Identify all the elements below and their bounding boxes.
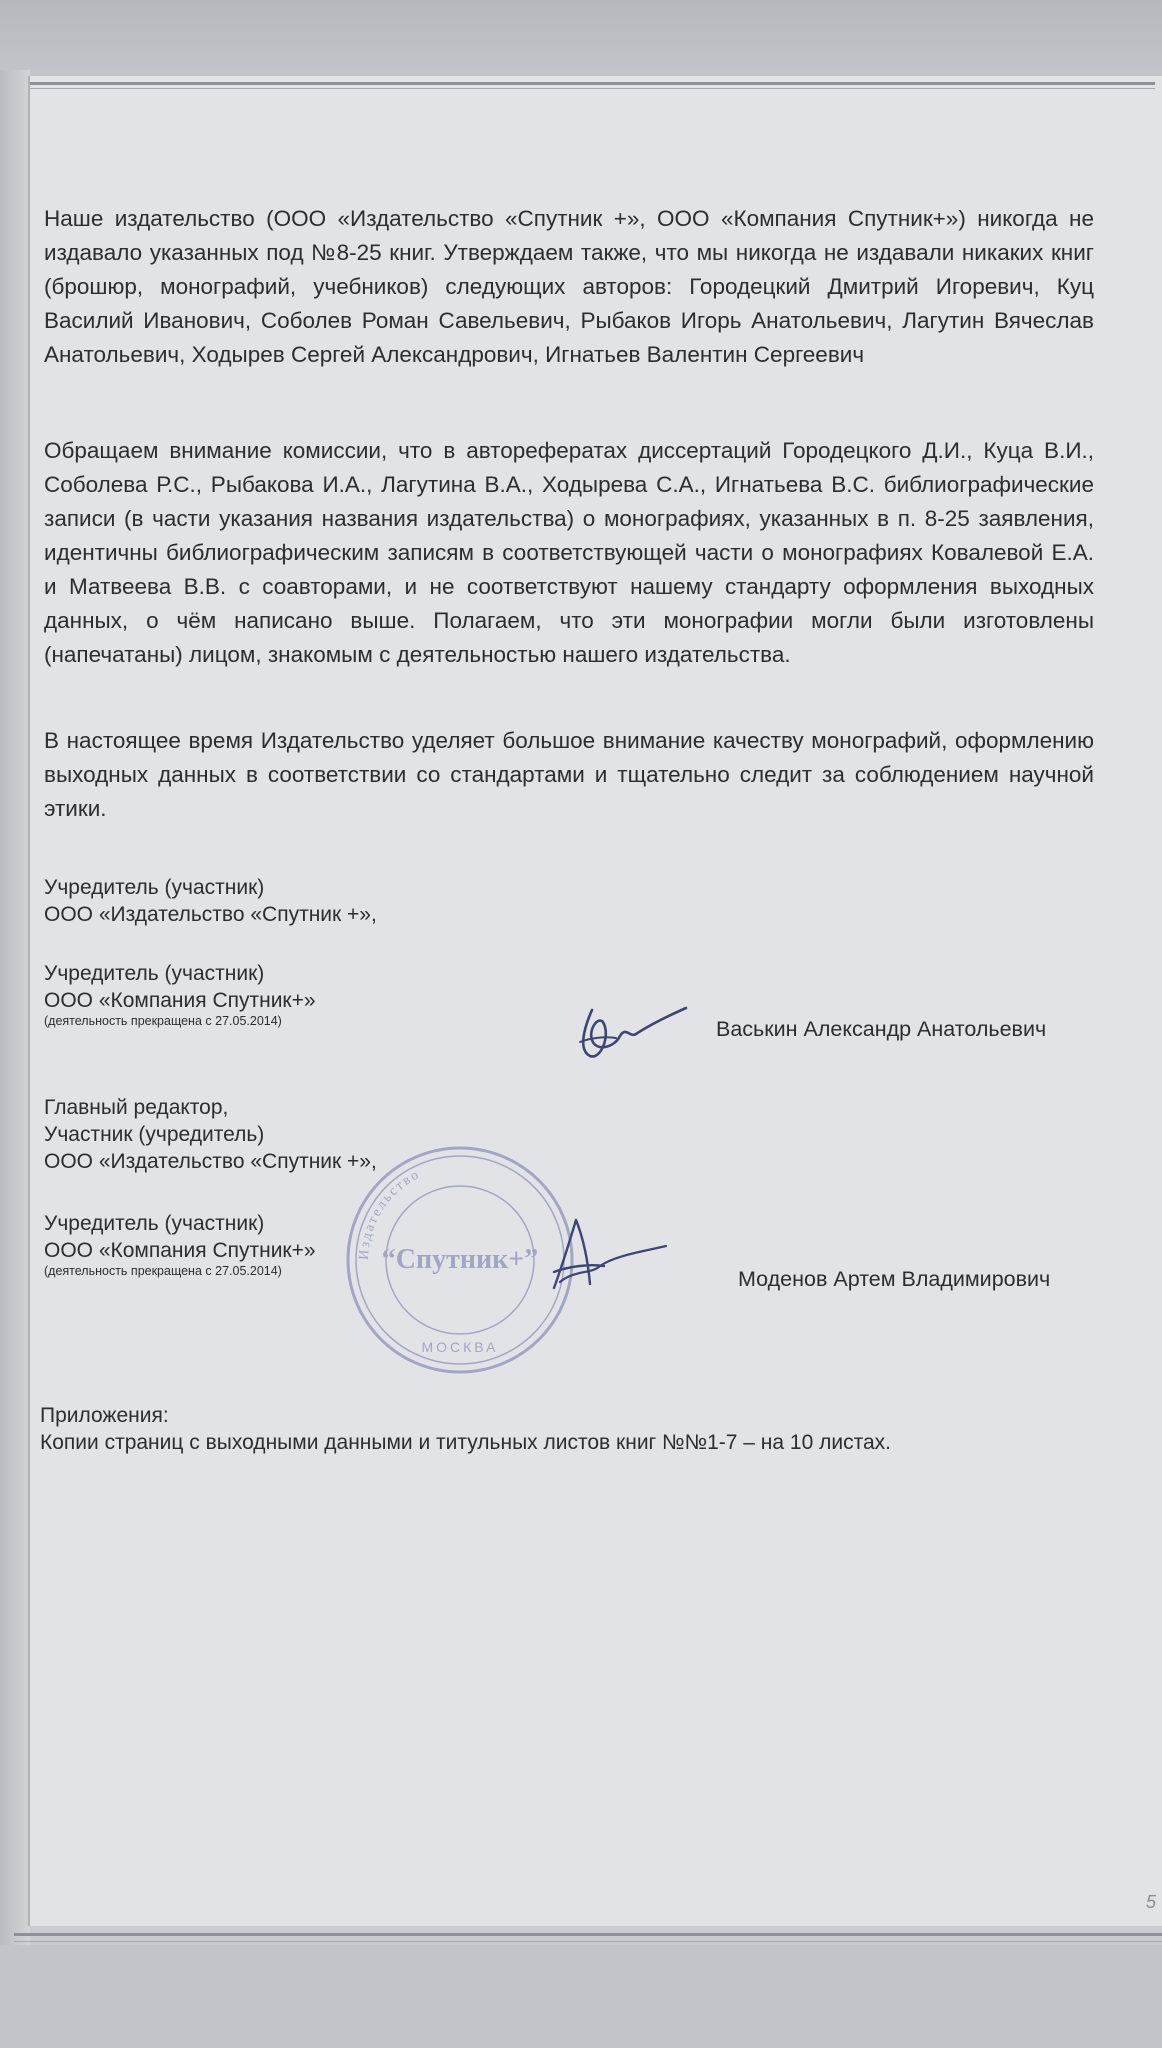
appendix-text: Копии страниц с выходными данными и титульных листов книг №№1-7 – на 10 листах. xyxy=(40,1431,891,1454)
top-rule-thin xyxy=(30,88,1155,89)
signature-block-1 xyxy=(44,874,377,928)
signature-modenov xyxy=(540,1210,670,1300)
signer-name-1: Васькин Александр Анатольевич xyxy=(716,1017,1047,1041)
signature-block-2 xyxy=(44,960,316,1028)
status-note: (деятельность прекращена с 27.05.2014) xyxy=(44,1014,282,1028)
stamp-bottom-text: МОСКВА xyxy=(421,1339,499,1355)
signature-vaskin xyxy=(570,998,690,1068)
stamp-center-text: “Спутник+” xyxy=(381,1244,539,1275)
paragraph-2: Обращаем внимание комиссии, что в авторефератах диссертаций Городецкого Д.И., Куца В.И., Соболева Р.С., Рыбакова И.А., Лагутина В.А., Ходырева С.А., Игнатьева В.С. библиографические записи (в части указания названия издательства) о монографиях, указанных в п. 8-25 заявления, идентичны библиографическим записям в соответствующей части о монографиях Ковалевой Е.А. и Матвеева В.В. с соавторами, и не соответствуют нашему стандарту оформления выходных данных, о чём написано выше. Полагаем, что эти монографии могли были изготовлены (напечатаны) лицом, знакомым с деятельностью нашего издательства. xyxy=(44,438,1094,667)
scan-left-edge xyxy=(0,70,30,1970)
role-label: Участник (учредитель) xyxy=(44,1123,265,1146)
bottom-rule-thin xyxy=(14,1941,1162,1942)
signature-block-4 xyxy=(44,1210,316,1278)
paragraph-1: Наше издательство (ООО «Издательство «Спутник +», ООО «Компания Спутник+») никогда не издавало указанных под №8-25 книг. Утверждаем также, что мы никогда не издавали никаких книг (брошюр, монографий, учебников) следующих авторов: Городецкий Дмитрий Игоревич, Куц Василий Иванович, Соболев Роман Савельевич, Рыбаков Игорь Анатольевич, Лагутин Вячеслав Анатольевич, Ходырев Сергей Александрович, Игнатьев Валентин Сергеевич xyxy=(44,206,1094,367)
organization-label: ООО «Компания Спутник+» xyxy=(44,989,316,1012)
signer-name-2: Моденов Артем Владимирович xyxy=(738,1267,1051,1291)
organization-label: ООО «Компания Спутник+» xyxy=(44,1239,316,1262)
scan-top-band xyxy=(0,0,1162,80)
page-mark: 5 xyxy=(1146,1892,1157,1912)
scan-bottom-band xyxy=(0,1945,1162,2048)
role-label: Главный редактор, xyxy=(44,1096,229,1119)
organization-label: ООО «Издательство «Спутник +», xyxy=(44,1150,377,1173)
signature-block-3 xyxy=(44,1094,377,1175)
stamp-ring-text: Издательство xyxy=(356,1166,423,1261)
role-label: Учредитель (участник) xyxy=(44,1212,265,1235)
status-note: (деятельность прекращена с 27.05.2014) xyxy=(44,1264,282,1278)
role-label: Учредитель (участник) xyxy=(44,876,265,899)
organization-label: ООО «Издательство «Спутник +», xyxy=(44,903,377,926)
top-rule xyxy=(30,82,1155,85)
appendix-heading: Приложения: xyxy=(40,1404,169,1427)
appendix xyxy=(40,1402,891,1456)
paragraph-3: В настоящее время Издательство уделяет большое внимание качеству монографий, оформлению выходных данных в соответствии со стандартами и тщательно следит за соблюдением научной этики. xyxy=(44,728,1094,821)
role-label: Учредитель (участник) xyxy=(44,962,265,985)
bottom-rule xyxy=(14,1933,1162,1936)
